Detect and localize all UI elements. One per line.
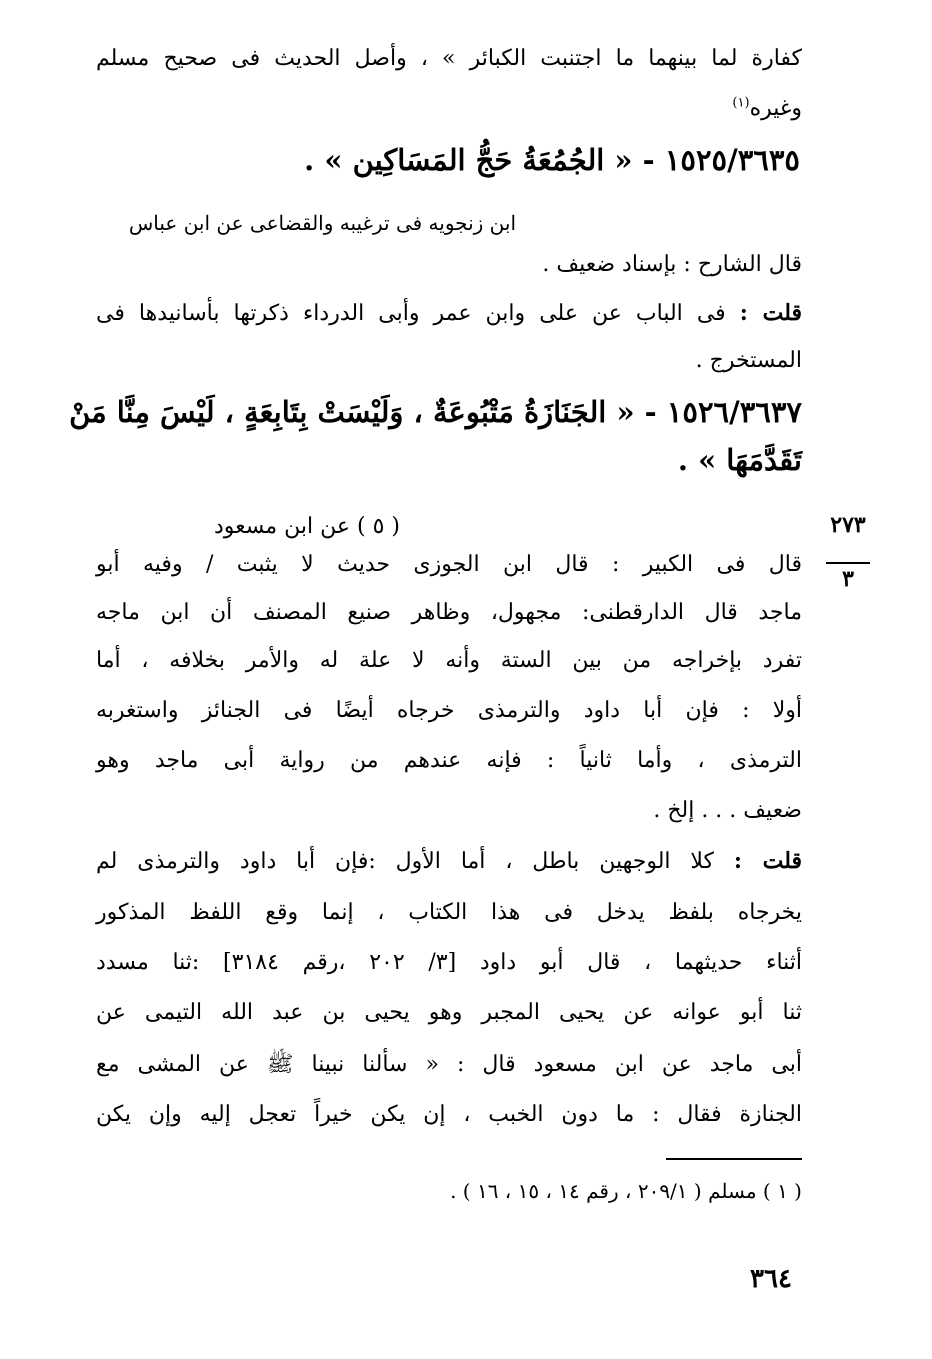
hadith-heading-1526-cont: تَقَدَّمَهَا » .	[677, 443, 802, 477]
qultu-text-2: كلا الوجهين باطل ، أما الأول :فإن أبا داود والترمذى لم	[96, 849, 734, 874]
footnote-marker: (١)	[732, 95, 750, 111]
text-line-qultu-2	[96, 846, 802, 877]
text-line-athna: أثناء حديثهما ، قال أبو داود [٣/ ٢٠٢ ،رقم ٣١٨٤] :ثنا مسدد	[96, 950, 803, 975]
text-line-daif: ضعيف . . . إلخ .	[653, 798, 802, 823]
page-number: ٣٦٤	[750, 1264, 792, 1294]
text-line-sharih-1525: قال الشارح : بإسناد ضعيف .	[542, 252, 802, 277]
margin-ref-top: ٢٧٣	[830, 512, 866, 538]
qultu-label-2: قلت :	[733, 848, 803, 874]
hadith-heading-1525: ١٥٢٥/٣٦٣٥ - « الجُمُعَةُ حَجُّ المَسَاكِين » .	[304, 143, 800, 177]
text-line-yukhrijah: يخرجاه بلفظ يدخل فى هذا الكتاب ، إنما وقع اللفظ المذكور	[96, 900, 802, 925]
text-line-tafarrad: تفرد بإخراجه من بين الستة وأنه لا علة له والأمر بخلافه ، أما	[96, 648, 802, 673]
text-line-source-1526: ( ٥ ) عن ابن مسعود	[213, 514, 400, 539]
text-line-abi-majid: أبى ماجد عن ابن مسعود قال : « سألنا نبينا ﷺ عن المشى مع	[96, 1052, 802, 1077]
qultu-label-1: قلت :	[739, 300, 802, 326]
text-line-mustakhraj: المستخرج .	[695, 348, 802, 373]
text-line-qultu-1	[96, 298, 802, 329]
footnote-separator	[666, 1158, 802, 1160]
text-line-awwalan: أولا : فإن أبا داود والترمذى خرجاه أيضًا فى الجنائز واستغربه	[96, 698, 802, 723]
text-line-2-body: وغيره	[749, 96, 802, 121]
text-line-source-1525: ابن زنجويه فى ترغيبه والقضاعى عن ابن عباس	[128, 211, 516, 235]
text-line-awana: ثنا أبو عوانه عن يحيى المجبر وهو يحيى بن عبد الله التيمى عن	[96, 1000, 802, 1025]
margin-ref-rule	[826, 562, 870, 564]
text-line-kabir: قال فى الكبير : قال ابن الجوزى حديث لا يثبت / وفيه أبو	[96, 552, 802, 577]
footnote-1: ( ١ ) مسلم ( ٢٠٩/١ ، رقم ١٤ ، ١٥ ، ١٦ ) .	[450, 1179, 802, 1203]
hadith-heading-1526: ١٥٢٦/٣٦٣٧ - « الجَنَازَةُ مَتْبُوعَةٌ ، وَلَيْسَتْ بِتَابِعَةٍ ، لَيْسَ مِنَّا مَنْ	[69, 395, 802, 429]
qultu-text-1: فى الباب عن على وابن عمر وأبى الدرداء ذكرتها بأسانيدها فى	[96, 301, 740, 326]
text-line-thaniyan: الترمذى ، وأما ثانياً : فإنه عندهم من رواية أبى ماجد وهو	[96, 748, 802, 773]
text-line-majid: ماجد قال الدارقطنى: مجهول، وظاهر صنيع المصنف أن ابن ماجه	[96, 600, 802, 625]
text-line-1: كفارة لما بينهما ما اجتنبت الكبائر » ، وأصل الحديث فى صحيح مسلم	[96, 46, 802, 71]
text-line-2	[96, 94, 802, 124]
text-line-janaza: الجنازة فقال : ما دون الخبب ، إن يكن خيراً تعجل إليه وإن يكن	[96, 1102, 803, 1127]
margin-ref-bottom: ٣	[842, 566, 854, 592]
